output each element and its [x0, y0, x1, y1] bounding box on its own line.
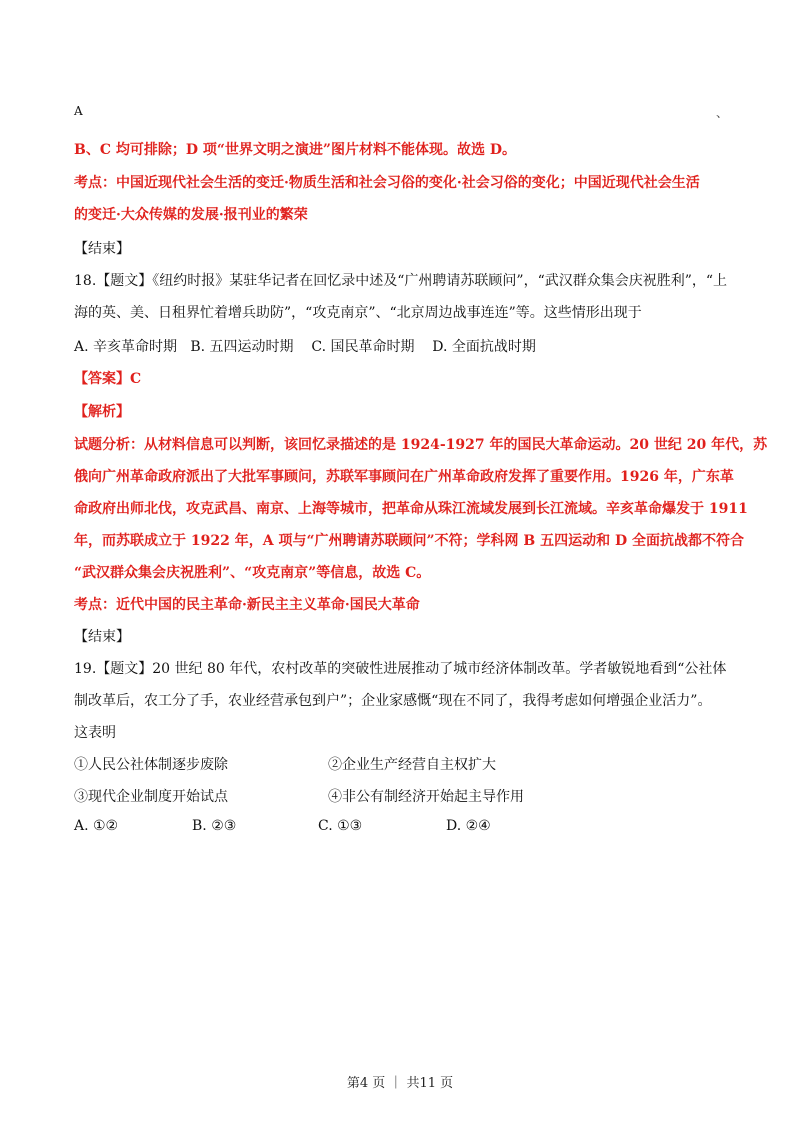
q19-option-a: A. ①②: [74, 818, 119, 834]
prev-analysis-line: B、C 均可排除；D 项“世界文明之演进”图片材料不能体现。故选 D。: [74, 142, 516, 158]
prev-kaodian-line1: 考点：中国近现代社会生活的变迁·物质生活和社会习俗的变化·社会习俗的变化；中国近现代社会生活: [74, 175, 700, 191]
q18-stem-line1: 18.【题文】《纽约时报》某驻华记者在回忆录中述及“广州聘请苏联顾问”，“武汉群众集会庆祝胜利”，“上: [74, 273, 728, 289]
q19-option-d: D. ②④: [446, 818, 491, 834]
q18-analysis-line4: 年，而苏联成立于 1922 年，A 项与“广州聘请苏联顾问”不符；学科网 B 五四运动和 D 全面抗战都不符合: [74, 533, 745, 549]
q18-stem-line2: 海的英、美、日租界忙着增兵助防”，“攻克南京”、“北京周边战事连连”等。这些情形出现于: [74, 305, 642, 321]
q18-analysis-line1: 试题分析：从材料信息可以判断，该回忆录描述的是 1924-1927 年的国民大革命运动。20 世纪 20 年代，苏: [74, 437, 768, 453]
q18-analysis-line2: 俄向广州革命政府派出了大批军事顾问，苏联军事顾问在广州革命政府发挥了重要作用。1926 年，广东革: [74, 469, 734, 485]
q18-analysis-line5: “武汉群众集会庆祝胜利”、“攻克南京”等信息，故选 C。: [74, 565, 431, 581]
q19-item-3: ③现代企业制度开始试点: [74, 789, 228, 805]
q18-kaodian: 考点：近代中国的民主革命·新民主主义革命·国民大革命: [74, 597, 420, 613]
prev-kaodian-line2: 的变迁·大众传媒的发展·报刊业的繁荣: [74, 207, 308, 223]
q19-stem-line3: 这表明: [74, 725, 116, 741]
prev-answer-marker: A: [74, 104, 83, 118]
q18-analysis-line3: 命政府出师北伐，攻克武昌、南京、上海等城市，把革命从珠江流域发展到长江流域。辛亥革命爆发于 1911: [74, 501, 748, 517]
q19-option-c: C. ①③: [318, 818, 363, 834]
q19-item-4: ④非公有制经济开始起主导作用: [328, 789, 524, 805]
q18-analysis-title: 【解析】: [74, 404, 130, 420]
q19-option-b: B. ②③: [192, 818, 237, 834]
q19-item-2: ②企业生产经营自主权扩大: [328, 757, 496, 773]
q18-answer: 【答案】C: [74, 371, 142, 387]
q19-stem-line1: 19.【题文】20 世纪 80 年代，农村改革的突破性进展推动了城市经济体制改革。学者敏锐地看到“公社体: [74, 661, 727, 677]
q18-options: A. 辛亥革命时期 B. 五四运动时期 C. 国民革命时期 D. 全面抗战时期: [74, 339, 536, 355]
q18-end-marker: 【结束】: [74, 629, 130, 645]
prev-end-marker: 【结束】: [74, 241, 130, 257]
q19-stem-line2: 制改革后，农工分了手，农业经营承包到户”；企业家感慨“现在不同了，我得考虑如何增强企业活力”。: [74, 693, 712, 709]
page-footer: 第4 页 ｜ 共11 页: [346, 1076, 454, 1091]
corner-mark: 、: [716, 106, 729, 120]
q19-item-1: ①人民公社体制逐步废除: [74, 757, 228, 773]
